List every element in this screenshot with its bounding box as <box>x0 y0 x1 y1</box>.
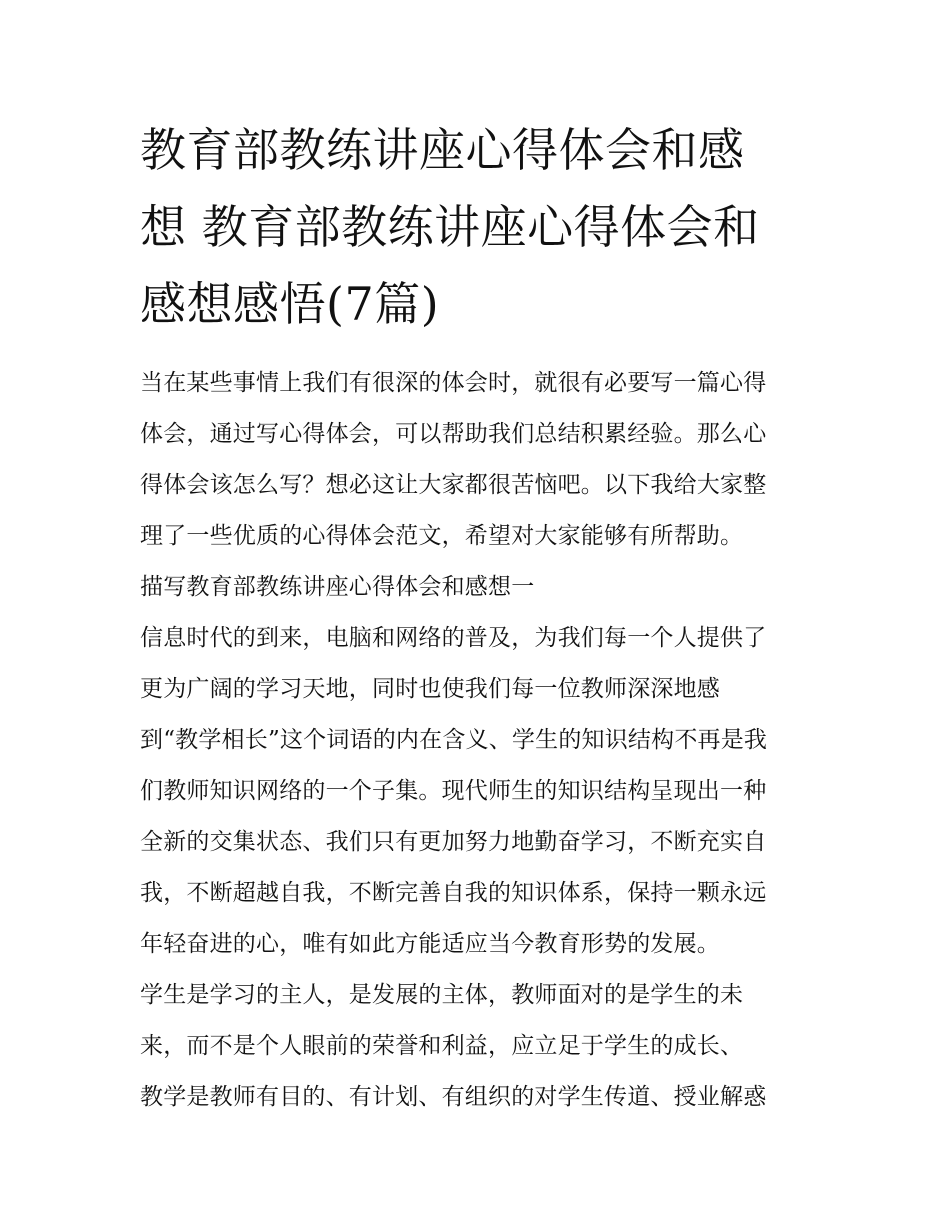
document-body <box>140 358 815 1123</box>
paragraph-line: 到“教学相长”这个词语的内在含义、学生的知识结构不再是我 <box>140 727 768 753</box>
paragraph-line: 们教师知识网络的一个子集。现代师生的知识结构呈现出一种 <box>140 778 767 804</box>
title-line: 感想感悟(7篇) <box>140 277 440 331</box>
document-title <box>140 112 810 343</box>
paragraph-line: 来，而不是个人眼前的荣誉和利益，应立足于学生的成长、 <box>140 1033 744 1059</box>
paragraph-line: 更为广阔的学习天地，同时也使我们每一位教师深深地感 <box>140 676 720 702</box>
title-line: 教育部教练讲座心得体会和感 <box>140 123 745 177</box>
paragraph-line: 我，不断超越自我，不断完善自我的知识体系，保持一颗永远 <box>140 880 767 906</box>
intro-line: 体会，通过写心得体会，可以帮助我们总结积累经验。那么心 <box>140 421 767 447</box>
section-heading: 描写教育部教练讲座心得体会和感想一 <box>140 574 535 600</box>
paragraph-line: 学生是学习的主人，是发展的主体，教师面对的是学生的未 <box>140 982 744 1008</box>
paragraph-line: 信息时代的到来，电脑和网络的普及，为我们每一个人提供了 <box>140 625 767 651</box>
paragraph-line: 教学是教师有目的、有计划、有组织的对学生传道、授业解惑 <box>140 1084 767 1110</box>
title-line: 想 教育部教练讲座心得体会和 <box>140 200 760 254</box>
intro-line: 理了一些优质的心得体会范文，希望对大家能够有所帮助。 <box>140 523 744 549</box>
intro-line: 当在某些事情上我们有很深的体会时，就很有必要写一篇心得 <box>140 370 767 396</box>
paragraph-line: 年轻奋进的心，唯有如此方能适应当今教育形势的发展。 <box>140 931 720 957</box>
paragraph-line: 全新的交集状态、我们只有更加努力地勤奋学习，不断充实自 <box>140 829 767 855</box>
intro-line: 得体会该怎么写？想必这让大家都很苦恼吧。以下我给大家整 <box>140 472 767 498</box>
